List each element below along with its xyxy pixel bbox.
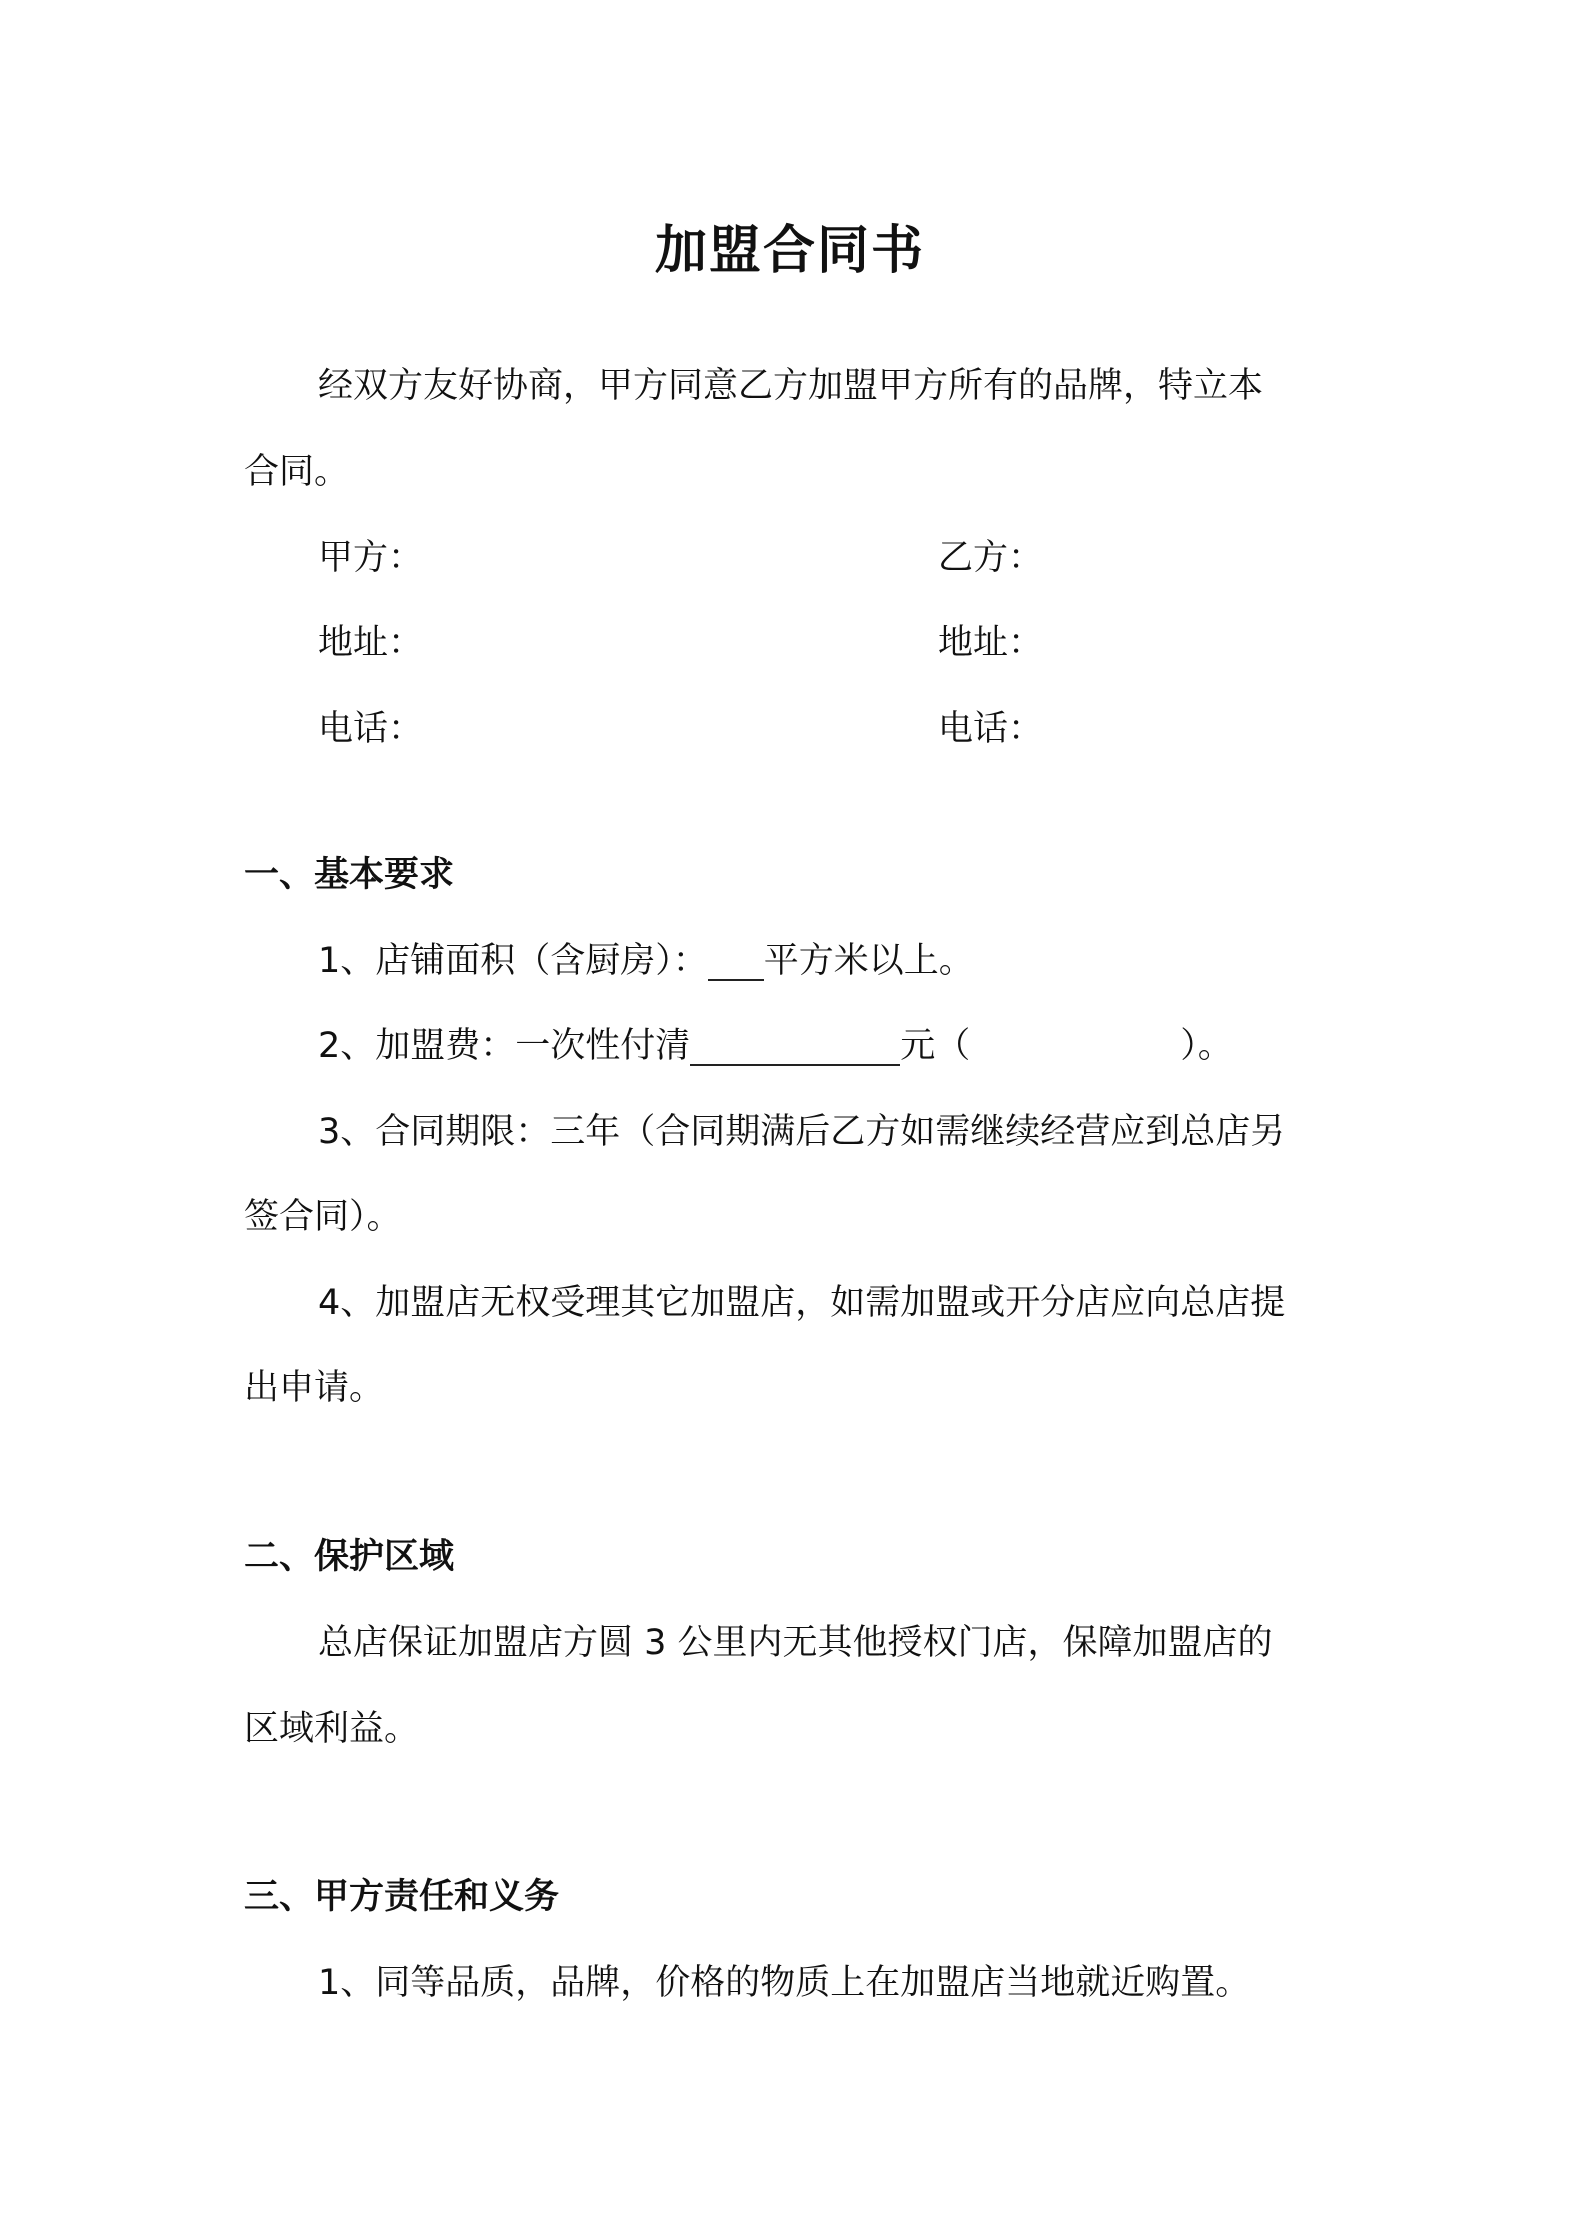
document-title: 加盟合同书 [654,221,925,281]
item-2-unit: 元（ [900,1026,971,1066]
phone-b-label: 电话： [938,709,1044,749]
section-1-item-3-line-2: 签合同）。 [244,1197,402,1237]
section-2-heading: 二、保护区域 [244,1537,455,1577]
section-1-item-3-line-1: 3、合同期限：三年（合同期满后乙方如需继续经营应到总店另 [318,1112,1286,1152]
section-1-item-4-line-1: 4、加盟店无权受理其它加盟店，如需加盟或开分店应向总店提 [318,1283,1286,1323]
fee-blank [690,1026,900,1066]
intro-line-2: 合同。 [244,452,350,492]
section-1-item-2 [318,1022,1233,1070]
item-1-prefix: 1、店铺面积（含厨房）： [318,941,708,981]
address-b-label: 地址： [938,623,1044,663]
address-a-label: 地址： [318,623,424,663]
section-3-heading: 三、甲方责任和义务 [244,1877,560,1917]
section-2-line-2: 区域利益。 [244,1709,420,1749]
party-b-label: 乙方： [938,538,1044,578]
section-1-heading: 一、基本要求 [244,855,455,895]
item-2-prefix: 2、加盟费：一次性付清 [318,1026,691,1066]
item-1-suffix: 平方米以上。 [763,941,974,981]
section-3-item-1: 1、同等品质，品牌，价格的物质上在加盟店当地就近购置。 [318,1963,1251,2003]
section-1-item-1 [318,937,974,985]
item-2-close: ）。 [1180,1026,1233,1066]
intro-line-1: 经双方友好协商，甲方同意乙方加盟甲方所有的品牌，特立本 [318,366,1264,406]
party-a-label: 甲方： [318,538,424,578]
section-1-item-4-line-2: 出申请。 [244,1368,385,1408]
phone-a-label: 电话： [318,709,424,749]
area-blank [708,941,764,981]
section-2-line-1: 总店保证加盟店方圆 3 公里内无其他授权门店，保障加盟店的 [318,1623,1273,1663]
